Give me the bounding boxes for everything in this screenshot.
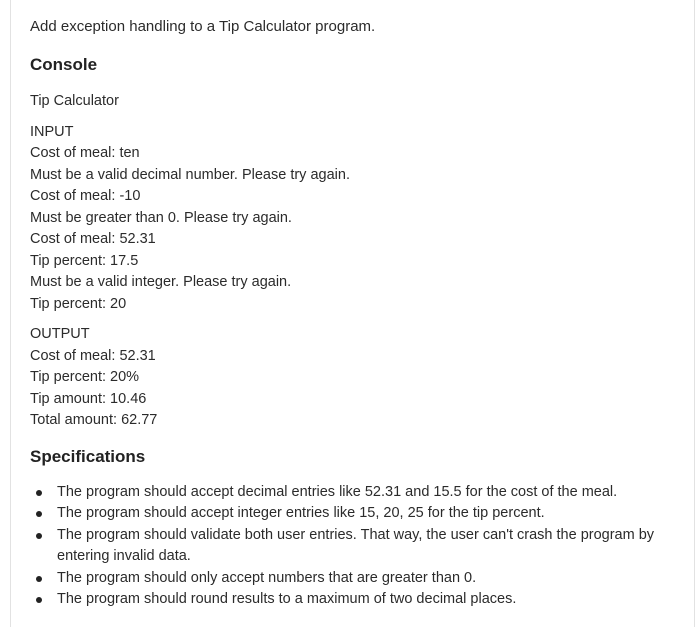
specifications-heading: Specifications bbox=[30, 446, 146, 466]
console-line: Must be greater than 0. Please try again. bbox=[30, 209, 292, 226]
bullet-icon bbox=[36, 597, 42, 603]
console-line: Cost of meal: ten bbox=[30, 145, 140, 161]
intro-text: Add exception handling to a Tip Calculator program. bbox=[30, 18, 376, 35]
console-line: Total amount: 62.77 bbox=[30, 412, 158, 428]
console-app-title: Tip Calculator bbox=[30, 93, 119, 109]
list-item bbox=[30, 568, 684, 590]
bullet-icon bbox=[36, 490, 42, 496]
input-heading: INPUT bbox=[30, 123, 74, 140]
list-item-text: The program should round results to a maximum of two decimal places. bbox=[57, 591, 517, 607]
specifications-list bbox=[30, 482, 684, 611]
list-item-text: The program should only accept numbers that are greater than 0. bbox=[57, 569, 477, 586]
list-item-text: The program should accept integer entries like 15, 20, 25 for the tip percent. bbox=[57, 505, 545, 521]
list-item-text: The program should validate both user entries. That way, the user can't crash the program by entering invalid data. bbox=[57, 526, 655, 564]
console-line: Tip percent: 20 bbox=[30, 295, 127, 312]
console-input-block bbox=[30, 122, 684, 316]
list-item bbox=[30, 525, 684, 568]
console-line: Must be a valid integer. Please try again. bbox=[30, 274, 292, 290]
bullet-icon bbox=[36, 533, 42, 539]
output-heading: OUTPUT bbox=[30, 326, 90, 342]
console-line: Cost of meal: 52.31 bbox=[30, 231, 156, 247]
document-page bbox=[10, 0, 695, 627]
list-item-text: The program should accept decimal entries like 52.31 and 15.5 for the cost of the meal. bbox=[57, 483, 618, 500]
bullet-icon bbox=[36, 511, 42, 517]
console-output-block bbox=[30, 324, 684, 432]
list-item bbox=[30, 503, 684, 525]
bullet-icon bbox=[36, 576, 42, 582]
console-line: Tip percent: 20% bbox=[30, 369, 140, 385]
console-heading: Console bbox=[30, 55, 98, 74]
console-line: Cost of meal: -10 bbox=[30, 188, 141, 204]
list-item bbox=[30, 482, 684, 504]
console-line: Tip amount: 10.46 bbox=[30, 390, 147, 407]
console-line: Must be a valid decimal number. Please try again. bbox=[30, 166, 350, 183]
console-line: Tip percent: 17.5 bbox=[30, 252, 139, 269]
console-line: Cost of meal: 52.31 bbox=[30, 347, 156, 364]
document-content bbox=[30, 16, 684, 611]
list-item bbox=[30, 589, 684, 611]
